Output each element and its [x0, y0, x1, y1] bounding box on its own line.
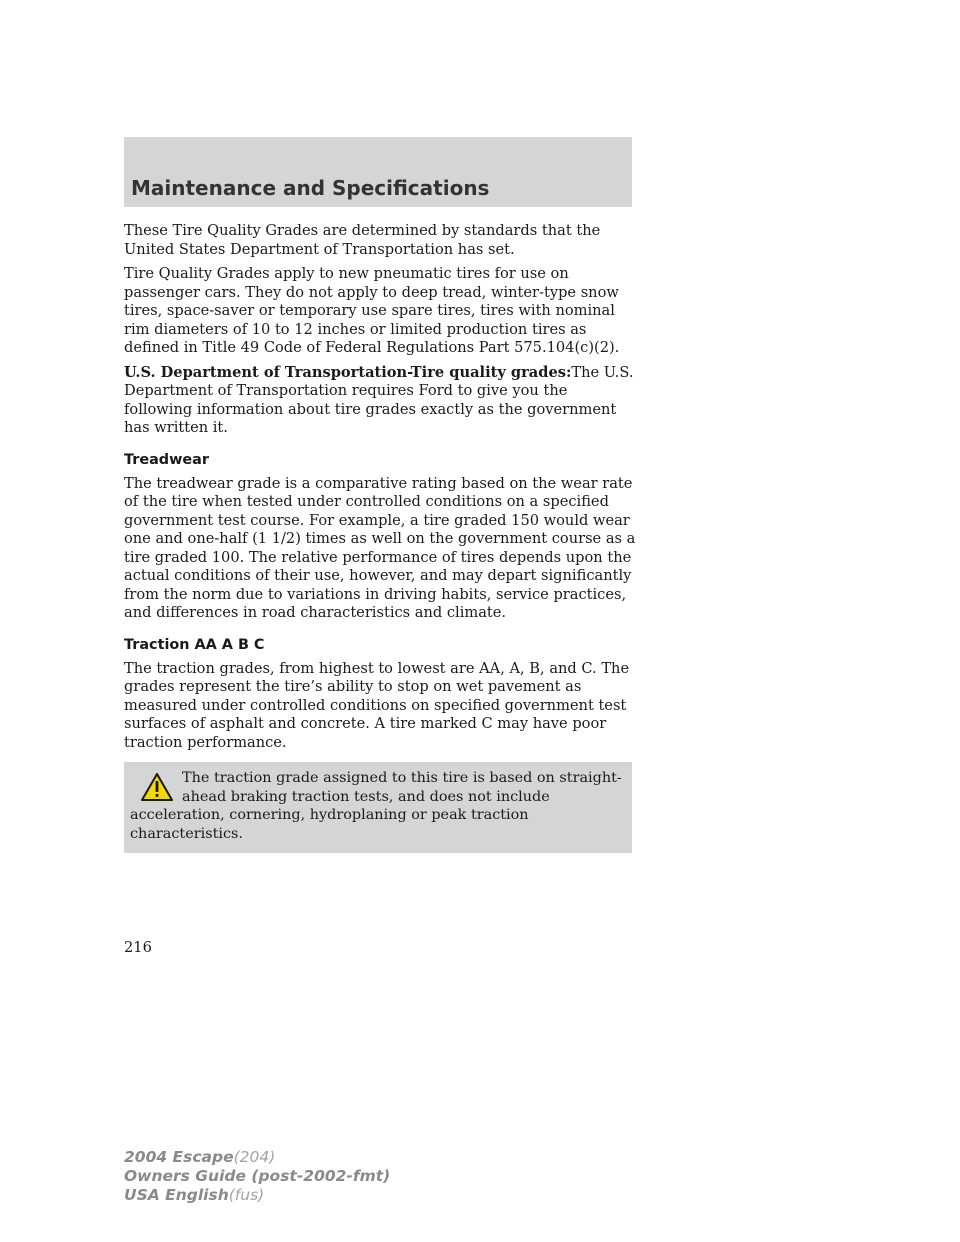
footer-model-code: (204) [233, 1148, 276, 1166]
footer-model-name: 2004 Escape [124, 1148, 234, 1166]
traction-paragraph: The traction grades, from highest to lowest are AA, A, B, and C. The grades represent the tire’s ability to stop on wet pavement as measured under controlled conditions on specified government test surfaces of asphalt and concrete. A tire marked C may have poor traction performance. [124, 659, 630, 751]
traction-heading: Traction AA A B C [124, 636, 265, 653]
section-title: Maintenance and Specifications [131, 176, 490, 200]
dot-paragraph-body: The U.S. Department of Transportation requires Ford to give you the following information about tire grades exactly as the government has written it. [124, 363, 634, 436]
document-footer [124, 1148, 390, 1205]
warning-box [124, 762, 632, 853]
warning-triangle-icon [140, 772, 174, 802]
footer-line-guide [124, 1167, 390, 1186]
footer-line-model [124, 1148, 390, 1167]
page-content [124, 222, 639, 853]
dot-inline-heading: U.S. Department of Transportation-Tire quality grades: [124, 363, 572, 381]
footer-line-language [124, 1186, 390, 1205]
warning-text: The traction grade assigned to this tire is based on straight-ahead braking traction tests, and does not include acceleration, cornering, hydroplaning or peak traction characteristics. [130, 770, 622, 842]
treadwear-heading: Treadwear [124, 451, 209, 468]
footer-language-code: (fus) [228, 1186, 265, 1204]
footer-language: USA English [124, 1186, 229, 1204]
dot-paragraph [124, 364, 639, 438]
page-number: 216 [124, 939, 152, 956]
intro-paragraph: These Tire Quality Grades are determined by standards that the United States Department of Transportation has set. [124, 222, 601, 258]
footer-guide-name: Owners Guide (post-2002-fmt) [124, 1167, 391, 1185]
applicability-paragraph: Tire Quality Grades apply to new pneumatic tires for use on passenger cars. They do not apply to deep tread, winter-type snow tires, space-saver or temporary use spare tires, tires with nominal rim diameters of 10 to 12 inches or limited production tires as defined in Title 49 Code of Federal Regulations Part 575.104(c)(2). [124, 265, 620, 356]
treadwear-paragraph: The treadwear grade is a comparative rating based on the wear rate of the tire when tested under controlled conditions on a specified government test course. For example, a tire graded 150 would wear one and one-half (1 1/2) times as well on the government course as a tire graded 100. The relative performance of tires depends upon the actual conditions of their use, however, and may depart significantly from the norm due to variations in driving habits, service practices, and differences in road characteristics and climate. [124, 474, 636, 621]
